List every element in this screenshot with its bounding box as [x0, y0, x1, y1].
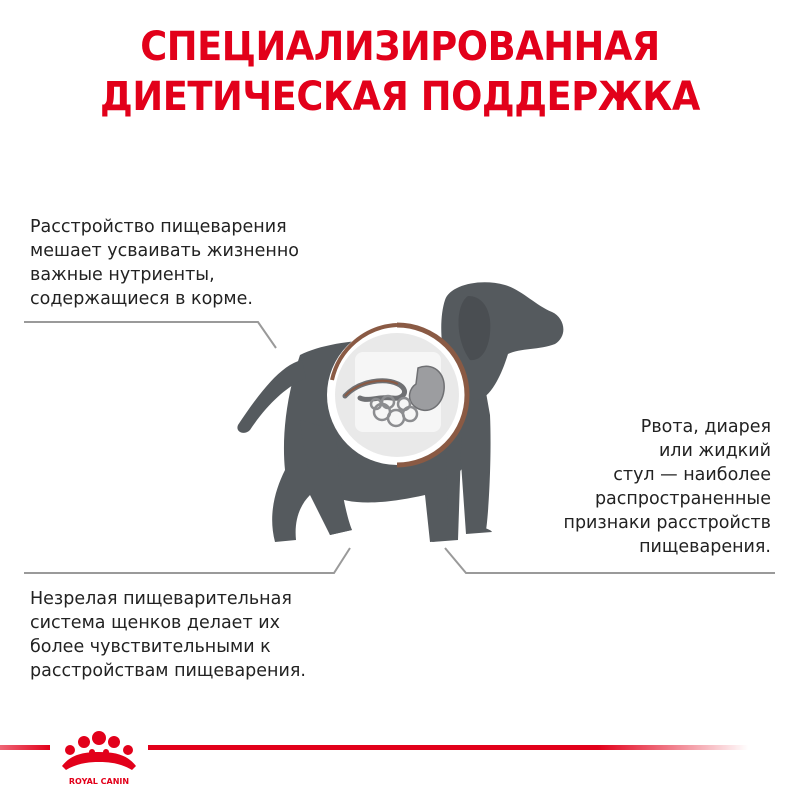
- title-line-1: СПЕЦИАЛИЗИРОВАННАЯ: [140, 24, 660, 70]
- caption-line: Рвота, диарея: [640, 417, 771, 437]
- digestive-system-icon: [327, 325, 467, 465]
- title-line-2: ДИЕТИЧЕСКАЯ ПОДДЕРЖКА: [100, 74, 700, 120]
- caption-line: распространенные: [594, 489, 771, 509]
- caption-line: система щенков делает их: [30, 613, 280, 633]
- caption-line: расстройствам пищеварения.: [30, 661, 306, 681]
- caption-line: или жидкий: [658, 441, 771, 461]
- caption-line: более чувствительными к: [30, 637, 271, 657]
- bottom-rule-left: [0, 745, 50, 750]
- crown-logo: [62, 731, 136, 786]
- caption-line: пищеварения.: [639, 537, 771, 557]
- caption-line: важные нутриенты,: [30, 265, 215, 285]
- caption-line: признаки расстройств: [563, 513, 771, 533]
- caption-line: мешает усваивать жизненно: [30, 241, 299, 261]
- caption-bottom-left: [30, 587, 306, 683]
- leader-line-bottom-left: [24, 548, 350, 573]
- caption-top-left: [30, 215, 299, 311]
- caption-line: стул — наиболее: [613, 465, 771, 485]
- caption-right: [564, 415, 772, 559]
- caption-line: Незрелая пищеварительная: [30, 589, 292, 609]
- leader-line-top-left: [24, 322, 276, 348]
- caption-line: содержащиеся в корме.: [30, 289, 253, 309]
- bottom-rule-right: [148, 745, 748, 750]
- logo-wordmark: ROYAL CANIN: [68, 777, 130, 786]
- caption-line: Расстройство пищеварения: [30, 217, 287, 237]
